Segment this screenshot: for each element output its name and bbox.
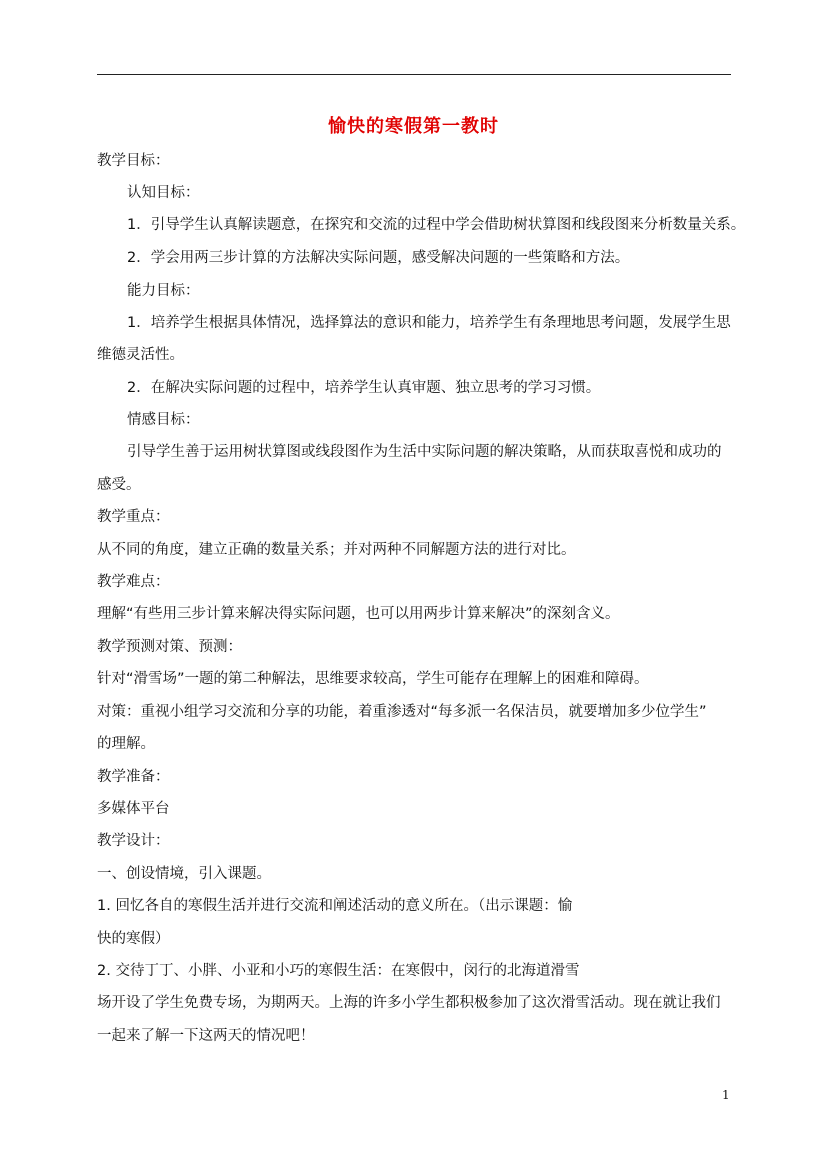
text-line: 对策：重视小组学习交流和分享的功能，着重渗透对“每多派一名保洁员，就要增加多少位学生” xyxy=(97,704,707,720)
text-line: 1．引导学生认真解读题意，在探究和交流的过程中学会借助树状算图和线段图来分析数量关系。 xyxy=(127,217,746,233)
text-line: 教学难点： xyxy=(97,574,170,590)
page-title: 愉快的寒假第一教时 xyxy=(328,116,499,137)
text-line: 教学目标： xyxy=(97,153,170,169)
text-line: 一、创设情境，引入课题。 xyxy=(97,866,271,882)
text-line: 2．学会用两三步计算的方法解决实际问题，感受解决问题的一些策略和方法。 xyxy=(127,250,630,266)
text-line: 一起来了解一下这两天的情况吧！ xyxy=(97,1028,315,1044)
text-line: 教学设计： xyxy=(97,833,170,849)
header-rule xyxy=(97,74,731,75)
text-line: 2. 交待丁丁、小胖、小亚和小巧的寒假生活：在寒假中，闵行的北海道滑雪 xyxy=(97,963,580,979)
page-number: 1 xyxy=(722,1088,730,1102)
text-line: 感受。 xyxy=(97,477,141,493)
text-line: 教学预测对策、预测： xyxy=(97,639,242,655)
text-line: 维德灵活性。 xyxy=(97,347,184,363)
text-line: 的理解。 xyxy=(97,736,155,752)
text-line: 教学准备： xyxy=(97,769,170,785)
text-line: 快的寒假） xyxy=(97,931,170,947)
text-line: 2．在解决实际问题的过程中，培养学生认真审题、独立思考的学习习惯。 xyxy=(127,380,601,396)
text-line: 针对“滑雪场”一题的第二种解法，思维要求较高，学生可能存在理解上的困难和障碍。 xyxy=(97,671,649,687)
text-line: 多媒体平台 xyxy=(97,801,170,817)
text-line: 理解“有些用三步计算来解决得实际问题，也可以用两步计算来解决”的深刻含义。 xyxy=(97,606,620,622)
text-line: 从不同的角度，建立正确的数量关系；并对两种不同解题方法的进行对比。 xyxy=(97,542,576,558)
text-line: 1. 回忆各自的寒假生活并进行交流和阐述活动的意义所在。（出示课题：愉 xyxy=(97,898,573,914)
text-line: 教学重点： xyxy=(97,509,170,525)
text-line: 认知目标： xyxy=(127,185,200,201)
text-line: 引导学生善于运用树状算图或线段图作为生活中实际问题的解决策略，从而获取喜悦和成功的 xyxy=(127,444,722,460)
text-line: 情感目标： xyxy=(127,412,200,428)
text-line: 场开设了学生免费专场，为期两天。上海的许多小学生都积极参加了这次滑雪活动。现在就让我们 xyxy=(97,995,721,1011)
text-line: 1．培养学生根据具体情况，选择算法的意识和能力，培养学生有条理地思考问题，发展学生思 xyxy=(127,315,731,331)
text-line: 能力目标： xyxy=(127,283,200,299)
